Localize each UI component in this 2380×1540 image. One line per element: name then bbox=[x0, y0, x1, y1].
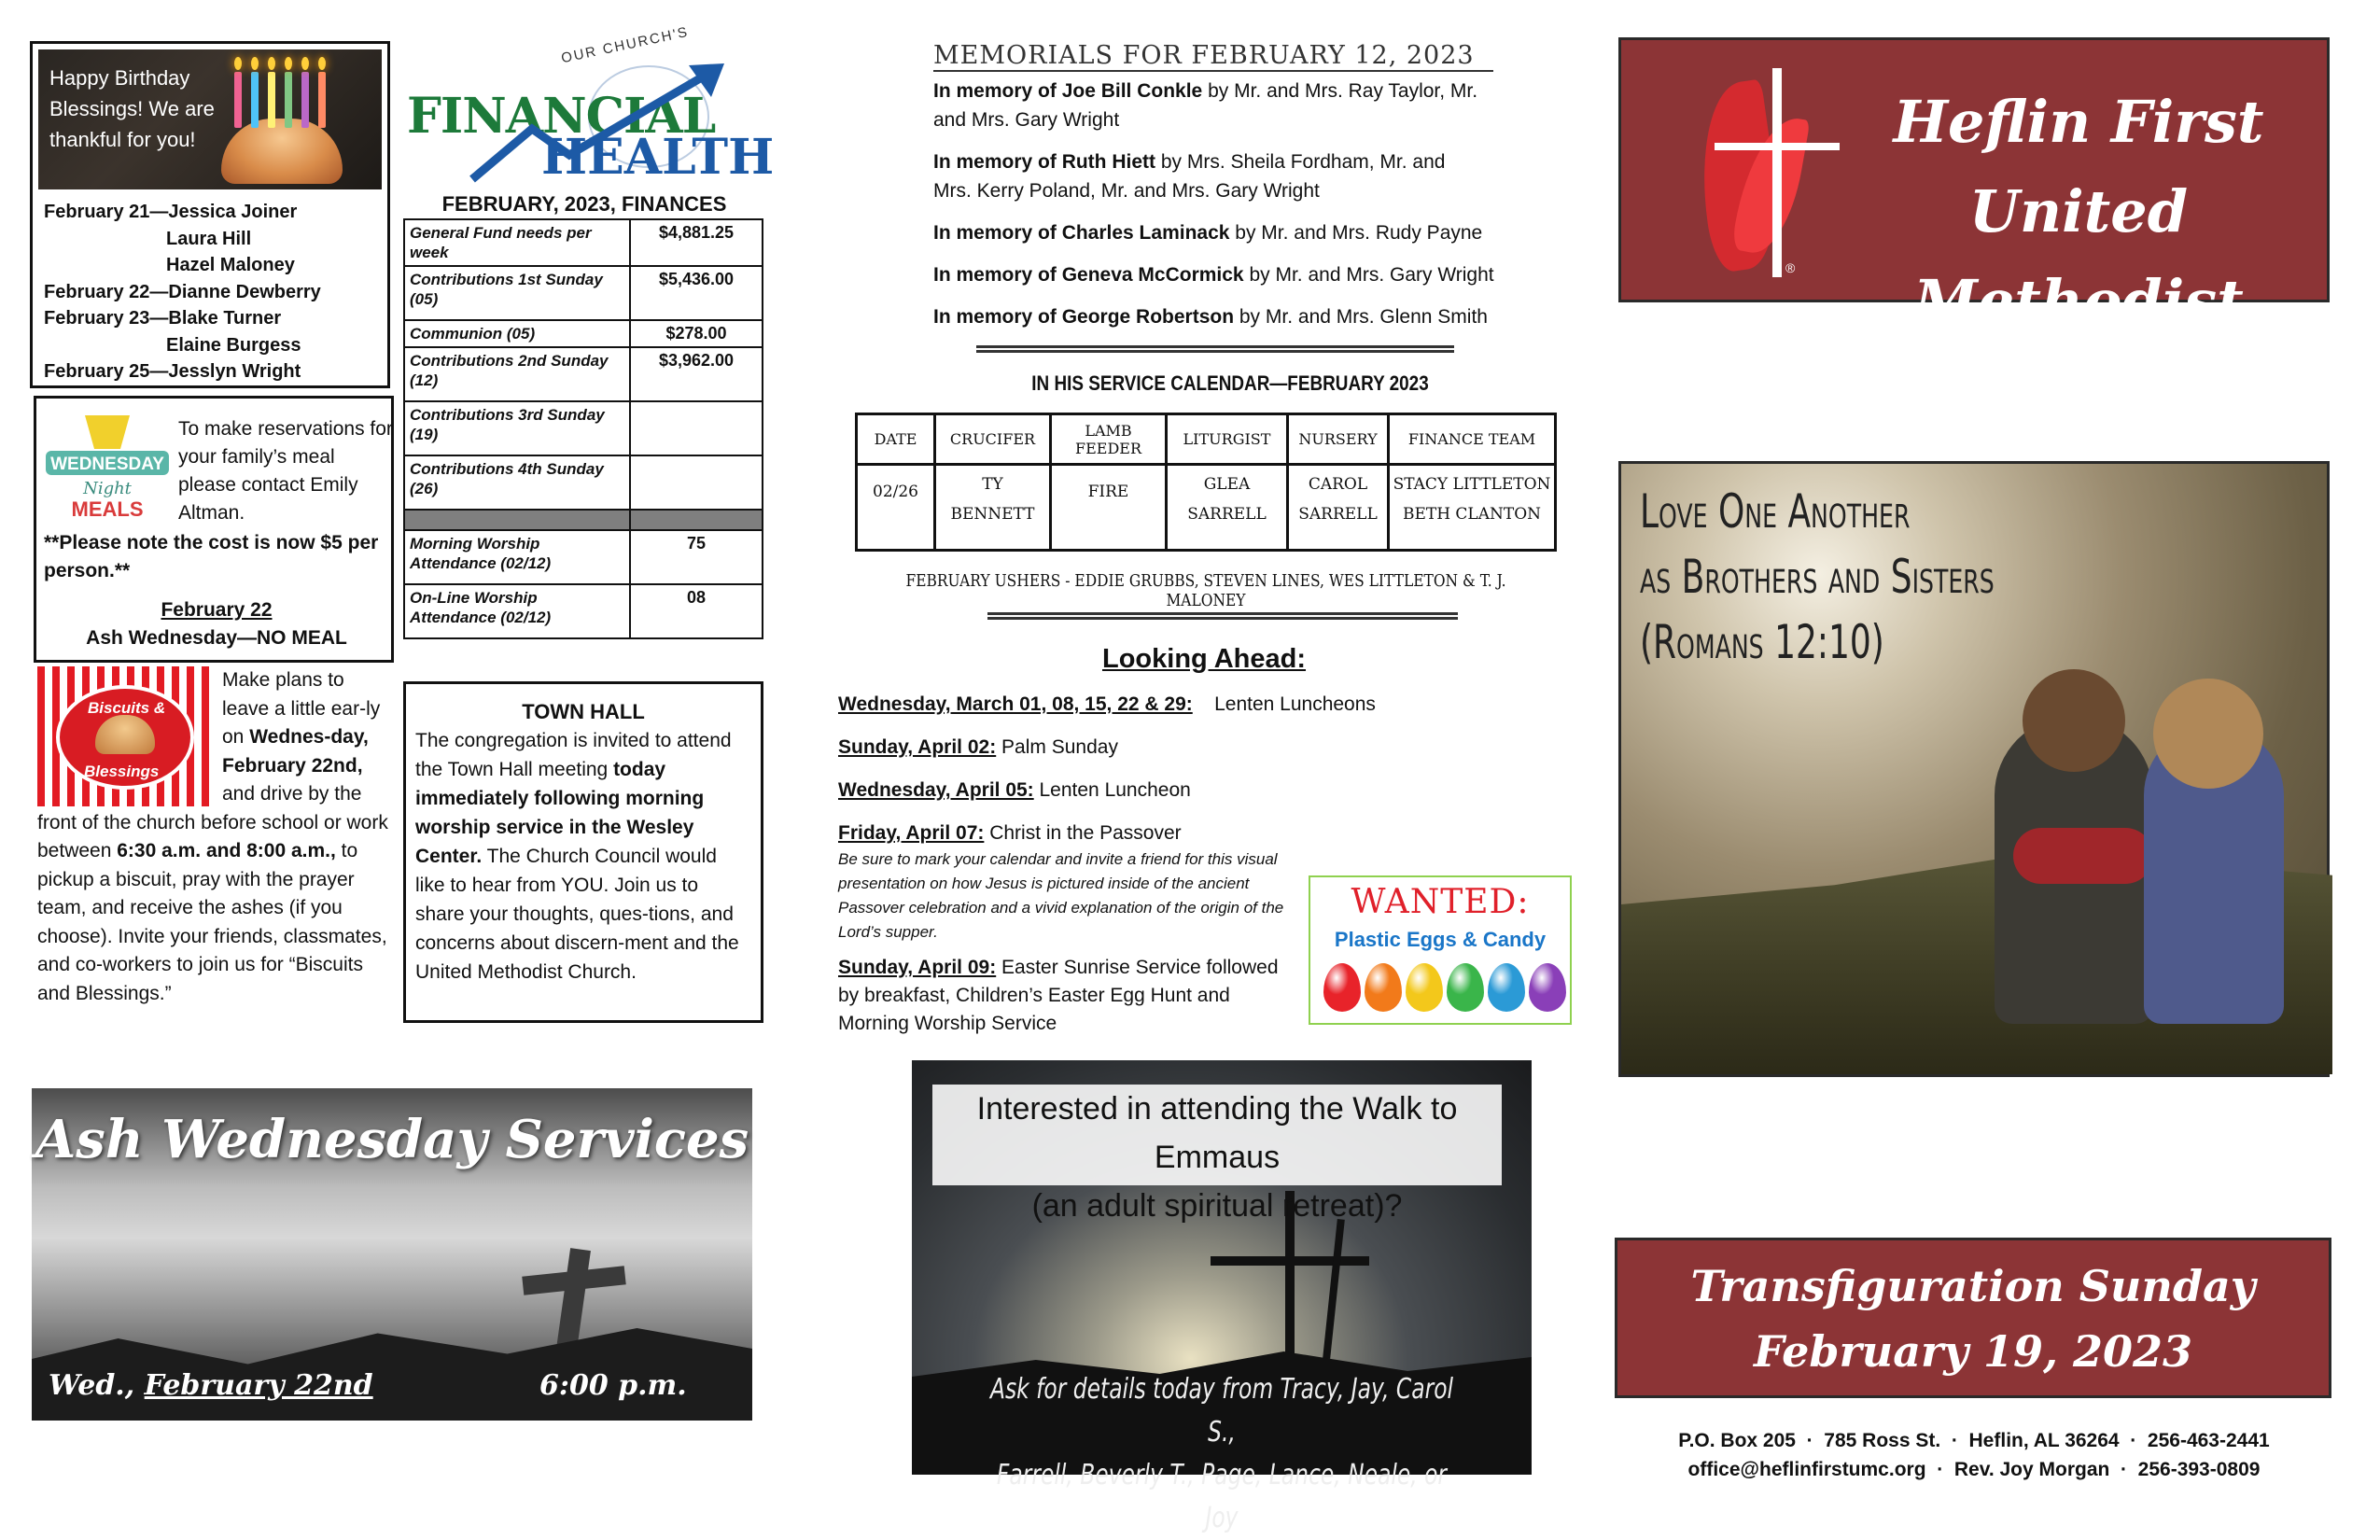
event-date: Wednesday, March 01, 08, 15, 22 & 29: bbox=[838, 693, 1193, 715]
memorial-donors: by Mr. and Mrs. Glenn Smith bbox=[1234, 306, 1488, 328]
event-date: Sunday, April 09: bbox=[838, 957, 997, 978]
biscuits-text: and drive by the front of the church before school or work between bbox=[37, 783, 388, 861]
love-one-another-image bbox=[1618, 461, 2330, 1077]
memorial-donors: by Mr. and Mrs. Rudy Payne bbox=[1229, 222, 1483, 244]
table-row bbox=[404, 266, 763, 320]
table-header-row bbox=[857, 414, 1556, 465]
candle-icon bbox=[301, 72, 309, 128]
finance-label: Morning Worship Attendance (02/12) bbox=[404, 530, 630, 584]
emmaus-footer-line: Ask for details today from Tracy, Jay, Carol S., bbox=[989, 1373, 1454, 1449]
ash-wednesday-title: Ash Wednesday Services bbox=[35, 1109, 749, 1170]
transfiguration-date: February 19, 2023 bbox=[1753, 1326, 2193, 1377]
emmaus-header-line: (an adult spiritual retreat)? bbox=[1031, 1188, 1403, 1224]
cell-nursery bbox=[1288, 465, 1389, 551]
memorial-name: In memory of Ruth Hiett bbox=[933, 151, 1156, 173]
finance-label: General Fund needs per week bbox=[404, 219, 630, 266]
birthday-line: February 22—Dianne Dewberry bbox=[44, 281, 321, 302]
column-header: LAMB FEEDER bbox=[1051, 414, 1167, 465]
crucifer-first: TY bbox=[982, 475, 1003, 494]
finance-member: STACY LITTLETON bbox=[1393, 475, 1551, 494]
table-row bbox=[404, 401, 763, 455]
event-text: Easter Sunrise Service followed by breakfast, Children’s Easter Egg Hunt and Morning Worship Service bbox=[838, 957, 1279, 1034]
crucifer-last: BENNETT bbox=[950, 505, 1035, 524]
birthday-line: Laura Hill bbox=[166, 228, 252, 249]
ash-wednesday-banner bbox=[32, 1088, 752, 1421]
finance-value: $4,881.25 bbox=[630, 219, 763, 266]
birthday-line: Elaine Burgess bbox=[166, 334, 301, 356]
birthday-line: Hazel Maloney bbox=[166, 255, 295, 275]
birthday-banner-image bbox=[38, 49, 382, 189]
finance-label: Contributions 3rd Sunday (19) bbox=[404, 401, 630, 455]
ushers-line: FEBRUARY USHERS - EDDIE GRUBBS, STEVEN LINES, WES LITTLETON & T. J. MALONEY bbox=[905, 571, 1506, 610]
event-item bbox=[838, 954, 1292, 1038]
table-row bbox=[404, 530, 763, 584]
candle-icon bbox=[318, 72, 326, 128]
double-rule-divider bbox=[976, 345, 1454, 353]
finance-value: 08 bbox=[630, 584, 763, 638]
wanted-eggs-graphic bbox=[1309, 875, 1572, 1025]
birthday-line: February 25—Jesslyn Wright bbox=[44, 361, 301, 382]
event-text: Palm Sunday bbox=[996, 736, 1118, 758]
child-head bbox=[2023, 669, 2125, 772]
town-hall-text-part: The congregation is invited to attend the Town Hall meeting bbox=[415, 730, 732, 780]
table-divider-row bbox=[404, 510, 763, 530]
contact-address: P.O. Box 205 · 785 Ross St. · Heflin, AL 36264 · 256-463-2441 bbox=[1678, 1430, 2270, 1451]
column-header: LITURGIST bbox=[1167, 414, 1288, 465]
biscuits-text: to pickup a biscuit, pray with the prayer team, and receive the ashes (if you choose). Invite your friends, classmates, and co-workers to join us for “Biscuits and Blessings.” bbox=[37, 840, 387, 1004]
contact-info bbox=[1618, 1426, 2330, 1484]
table-row bbox=[404, 347, 763, 401]
transfiguration-text bbox=[1617, 1253, 2329, 1384]
church-name bbox=[1836, 77, 2321, 436]
logo-text-health: HEALTH bbox=[541, 129, 775, 186]
biscuits-blessings-logo bbox=[37, 666, 213, 806]
nursery-first: CAROL bbox=[1308, 475, 1368, 494]
cross-bar bbox=[1715, 143, 1840, 150]
memorial-item bbox=[933, 147, 1456, 205]
wanted-subtitle: Plastic Eggs & Candy bbox=[1334, 928, 1547, 951]
memorial-item bbox=[933, 77, 1484, 134]
flame-icon bbox=[301, 57, 309, 70]
nursery-last: SARRELL bbox=[1298, 505, 1378, 524]
logo-text-meals: MEALS bbox=[71, 497, 144, 521]
event-date: Wednesday, April 05: bbox=[838, 779, 1034, 801]
cell-finance-team bbox=[1389, 465, 1556, 551]
wednesday-meals-box bbox=[34, 396, 394, 663]
biscuits-blessings-section bbox=[37, 666, 392, 1049]
logo-text-financial: FINANCIAL bbox=[407, 88, 716, 145]
table-row bbox=[404, 455, 763, 510]
cell-liturgist bbox=[1167, 465, 1288, 551]
table-row bbox=[404, 219, 763, 266]
finance-value bbox=[630, 455, 763, 510]
table-row bbox=[404, 584, 763, 638]
walk-to-emmaus-banner bbox=[912, 1060, 1532, 1534]
town-hall-text-bold: today immediately following morning worship service in the Wesley Center. bbox=[415, 759, 705, 867]
looking-ahead-title: Looking Ahead: bbox=[1101, 644, 1307, 674]
finance-label: Contributions 1st Sunday (05) bbox=[404, 266, 630, 320]
egg-icon bbox=[1529, 963, 1566, 1012]
love-verse bbox=[1640, 479, 1995, 675]
candle-icon bbox=[285, 72, 292, 128]
finance-label: Contributions 4th Sunday (26) bbox=[404, 455, 630, 510]
finance-label: Communion (05) bbox=[404, 320, 630, 347]
flame-icon bbox=[318, 57, 326, 70]
emmaus-header bbox=[932, 1085, 1502, 1224]
candle-icon bbox=[268, 72, 275, 128]
finance-value: $278.00 bbox=[630, 320, 763, 347]
memorials-title: MEMORIALS FOR FEBRUARY 12, 2023 bbox=[933, 41, 1493, 72]
flame-icon bbox=[285, 57, 292, 70]
meals-date bbox=[36, 596, 397, 652]
memorial-name: In memory of Geneva McCormick bbox=[933, 264, 1244, 286]
registered-mark: ® bbox=[1785, 260, 1796, 275]
cell-date: 02/26 bbox=[857, 465, 935, 551]
egg-icon bbox=[1323, 963, 1361, 1012]
logo-text-wednesday: WEDNESDAY bbox=[50, 455, 164, 474]
church-name-line: Methodist Church bbox=[1913, 267, 2244, 425]
cell-crucifer bbox=[935, 465, 1051, 551]
transfiguration-title: Transfiguration Sunday bbox=[1690, 1261, 2256, 1311]
ash-wednesday-date bbox=[49, 1369, 373, 1402]
finances-title: FEBRUARY, 2023, FINANCES bbox=[441, 192, 727, 216]
candle-icon bbox=[234, 72, 242, 128]
event-date: Friday, April 07: bbox=[838, 822, 985, 844]
column-header: FINANCE TEAM bbox=[1389, 414, 1556, 465]
memorial-item bbox=[933, 302, 1568, 331]
event-item bbox=[838, 734, 1603, 762]
memorials-list bbox=[933, 77, 1568, 344]
contact-email-pastor: office@heflinfirstumc.org · Rev. Joy Morgan · 256-393-0809 bbox=[1687, 1459, 2261, 1480]
transfiguration-banner bbox=[1615, 1238, 2331, 1398]
cross-post bbox=[1323, 1219, 1345, 1359]
cross-bar bbox=[1211, 1256, 1369, 1266]
event-date: Sunday, April 02: bbox=[838, 736, 997, 758]
financial-health-logo bbox=[401, 23, 775, 192]
verse-line: as Brothers and Sisters bbox=[1640, 550, 1995, 604]
cupcake-image bbox=[221, 119, 343, 184]
cross-icon bbox=[1772, 68, 1782, 277]
finance-value bbox=[630, 401, 763, 455]
egg-icon bbox=[1488, 963, 1525, 1012]
table-row bbox=[404, 320, 763, 347]
birthday-box bbox=[30, 41, 390, 388]
hood-detail bbox=[2013, 828, 2153, 884]
biscuits-text-bold: Wednes-day, February 22nd, bbox=[222, 726, 369, 777]
ash-date-prefix: Wed., bbox=[49, 1369, 135, 1402]
service-calendar-table bbox=[855, 413, 1557, 552]
event-item bbox=[838, 691, 1603, 719]
finances-table bbox=[403, 218, 763, 639]
emmaus-footer-line: Farrell, Beverly T., Page, Lance, Neale, or Joy bbox=[996, 1459, 1448, 1534]
meals-reservation-text: To make reservations for your family’s meal please contact Emily Altman. bbox=[178, 418, 393, 524]
emmaus-footer bbox=[980, 1368, 1463, 1540]
event-note: Be sure to mark your calendar and invite a friend for this visual presentation on how Jesus is pictured inside of the ancient Passover celebration and a vivid explanation of the origin of the Lord’s supper. bbox=[838, 850, 1284, 941]
divider-cell bbox=[404, 510, 630, 530]
wednesday-night-meals-logo bbox=[42, 408, 173, 522]
memorial-name: In memory of Joe Bill Conkle bbox=[933, 80, 1203, 102]
liturgist-first: GLEA bbox=[1203, 475, 1251, 494]
memorial-donors: by Mr. and Mrs. Gary Wright bbox=[1243, 264, 1494, 286]
church-name-line: Heflin First United bbox=[1893, 88, 2264, 245]
divider-cell bbox=[630, 510, 763, 530]
memorial-item bbox=[933, 218, 1568, 247]
double-rule-divider bbox=[987, 612, 1458, 620]
flame-icon bbox=[251, 57, 259, 70]
birthday-list bbox=[44, 199, 321, 385]
finance-value: 75 bbox=[630, 530, 763, 584]
event-item bbox=[838, 777, 1603, 805]
meals-cost-note: **Please note the cost is now $5 per person.** bbox=[44, 532, 379, 581]
emmaus-header-line: Interested in attending the Walk to Emmaus bbox=[976, 1091, 1458, 1175]
memorial-item bbox=[933, 260, 1568, 289]
logo-text-blessings: Blessings bbox=[84, 763, 160, 780]
column-header: DATE bbox=[857, 414, 935, 465]
memorial-name: In memory of George Robertson bbox=[933, 306, 1235, 328]
finance-label: Contributions 2nd Sunday (12) bbox=[404, 347, 630, 401]
candle-icon bbox=[251, 72, 259, 128]
finance-value: $3,962.00 bbox=[630, 347, 763, 401]
event-text: Lenten Luncheons bbox=[1192, 693, 1376, 715]
ash-wednesday-time: 6:00 p.m. bbox=[539, 1369, 687, 1402]
logo-text-night: Night bbox=[83, 479, 132, 498]
verse-line: Love One Another bbox=[1640, 484, 1911, 539]
growth-arrow-icon bbox=[467, 58, 747, 189]
logo-text-biscuits: Biscuits & bbox=[88, 699, 166, 717]
event-text: Lenten Luncheon bbox=[1033, 779, 1191, 801]
cell-lamb-feeder: FIRE bbox=[1051, 465, 1167, 551]
ash-date-value: February 22nd bbox=[144, 1369, 373, 1402]
birthday-banner-text: Happy Birthday Blessings! We are thankful for you! bbox=[49, 66, 215, 151]
meals-date-label: February 22 bbox=[161, 599, 273, 621]
finance-value: $5,436.00 bbox=[630, 266, 763, 320]
egg-icon bbox=[1447, 963, 1484, 1012]
child-head bbox=[2153, 679, 2263, 789]
egg-icon bbox=[1406, 963, 1443, 1012]
town-hall-box bbox=[403, 681, 763, 1023]
flame-icon bbox=[234, 57, 242, 70]
town-hall-text bbox=[415, 726, 751, 987]
birthday-line: February 21—Jessica Joiner bbox=[44, 202, 298, 222]
town-hall-text-part: The Church Council would like to hear from YOU. Join us to share your thoughts, ques-tions, and concerns about discern-ment and the United Methodist Church. bbox=[415, 846, 739, 983]
biscuits-text: Make plans to leave a little ear-ly on bbox=[222, 669, 381, 748]
wanted-title: WANTED: bbox=[1351, 883, 1530, 921]
verse-line: (Romans 12:10) bbox=[1640, 615, 1884, 669]
logo-text-our-church: OUR CHURCH'S bbox=[559, 23, 691, 67]
biscuits-time-bold: 6:30 a.m. and 8:00 a.m., bbox=[117, 840, 336, 861]
column-header: CRUCIFER bbox=[935, 414, 1051, 465]
egg-icon bbox=[1365, 963, 1402, 1012]
memorial-name: In memory of Charles Laminack bbox=[933, 222, 1230, 244]
birthday-line: February 23—Blake Turner bbox=[44, 308, 282, 329]
church-name-banner bbox=[1618, 37, 2330, 425]
column-header: NURSERY bbox=[1288, 414, 1389, 465]
memorial-donors: by Mrs. Sheila Fordham, Mr. and Mrs. Kerry Poland, Mr. and Mrs. Gary Wright bbox=[933, 151, 1446, 202]
table-row bbox=[857, 465, 1556, 551]
liturgist-last: SARRELL bbox=[1187, 505, 1267, 524]
flame-icon bbox=[268, 57, 275, 70]
service-calendar-title: IN HIS SERVICE CALENDAR—FEBRUARY 2023 bbox=[1031, 371, 1429, 395]
finance-member: BETH CLANTON bbox=[1402, 505, 1542, 524]
event-text: Christ in the Passover bbox=[984, 822, 1182, 844]
meals-date-note: Ash Wednesday—NO MEAL bbox=[86, 627, 347, 649]
town-hall-title: TOWN HALL bbox=[522, 700, 645, 723]
finance-label: On-Line Worship Attendance (02/12) bbox=[404, 584, 630, 638]
memorial-donors: by Mr. and Mrs. Ray Taylor, Mr. and Mrs. Gary Wright bbox=[933, 80, 1478, 131]
